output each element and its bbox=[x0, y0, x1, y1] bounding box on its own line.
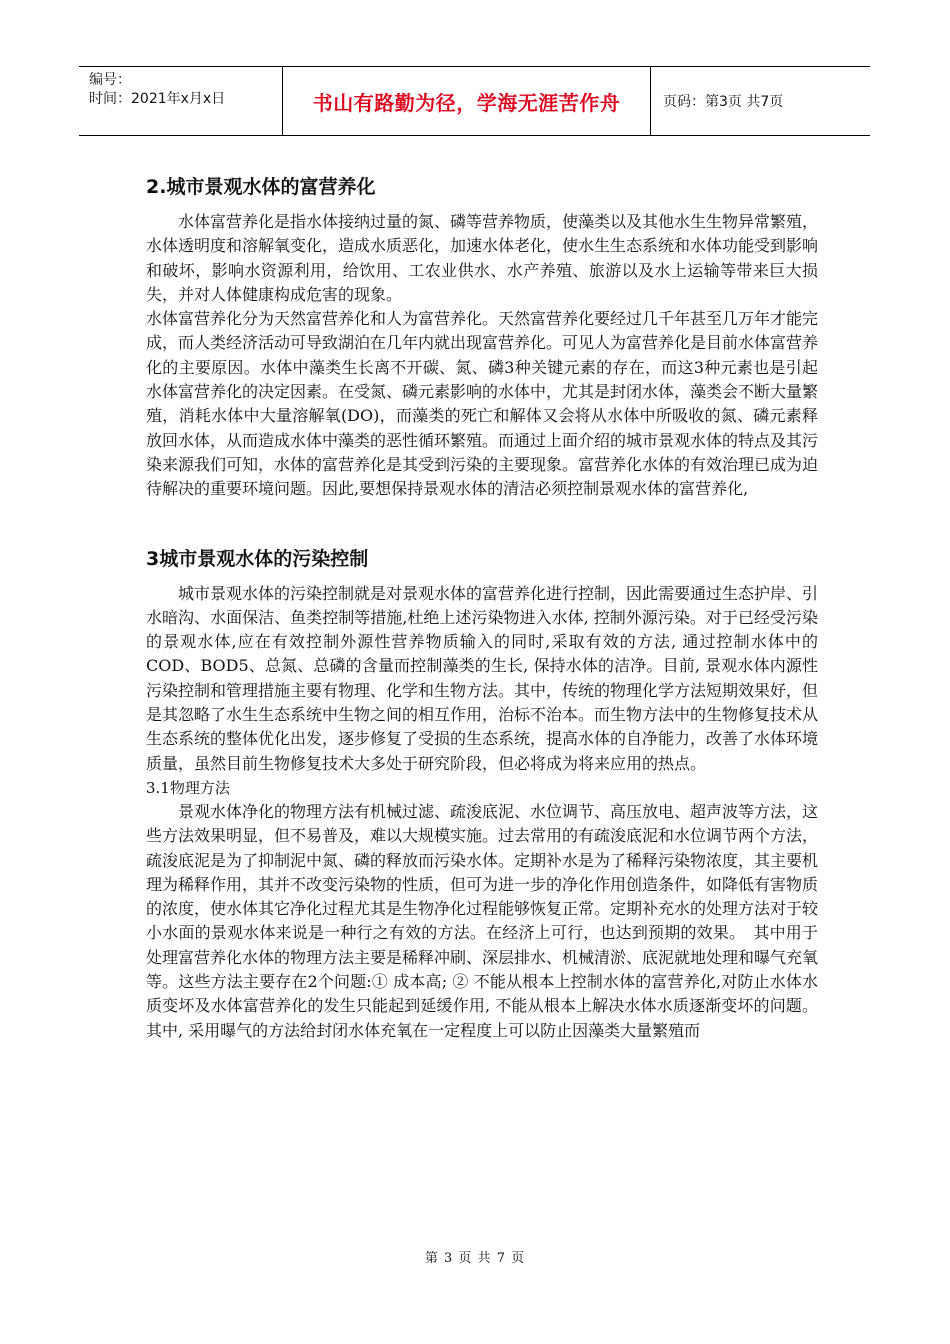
section-2-heading: 2.城市景观水体的富营养化 bbox=[146, 176, 376, 198]
section-2-paragraph-1: 水体富营养化是指水体接纳过量的氮、磷等营养物质，使藻类以及其他水生生物异常繁殖，水体透明度和溶解氧变化，造成水质恶化，加速水体老化，使水生生态系统和水体功能受到影响和破坏，影响水资源利用，给饮用、工农业供水、水产养殖、旅游以及水上运输等带来巨大损失，并对人体健康构成危害的现象。 bbox=[146, 212, 819, 304]
section-3-1-paragraph: 景观水体净化的物理方法有机械过滤、疏浚底泥、水位调节、高压放电、超声波等方法，这些方法效果明显，但不易普及，难以大规模实施。过去常用的有疏浚底泥和水位调节两个方法，疏浚底泥是为了抑制泥中氮、磷的释放而污染水体。定期补水是为了稀释污染物浓度，其主要机理为稀释作用，其并不改变污染物的性质，但可为进一步的净化作用创造条件，如降低有害物质的浓度，使水体其它净化过程尤其是生物净化过程能够恢复正常。定期补充水的处理方法对于较小水面的景观水体来说是一种行之有效的方法。在经济上可行，也达到预期的效果。 其中用于处理富营养化水体的物理方法主要是稀释冲刷、深层排水、机械清淤、底泥就地处理和曝气充氧等。这些方法主要存在2个问题:① 成本高; ② 不能从根本上控制水体的富营养化,对防止水体水质变坏及水体富营养化的发生只能起到延缓作用, 不能从根本上解决水体水质逐渐变坏的问题。其中, 采用曝气的方法给封闭水体充氧在一定程度上可以防止因藻类大量繁殖而 bbox=[146, 801, 819, 1040]
section-3-1-heading: 3.1物理方法 bbox=[146, 778, 230, 797]
document-body bbox=[146, 168, 818, 1043]
page-footer: 第 3 页 共 7 页 bbox=[424, 1251, 526, 1266]
document-date-label: 时间：2021年x月x日 bbox=[89, 91, 226, 107]
header-motto: 书山有路勤为径，学海无涯苦作舟 bbox=[283, 67, 651, 135]
section-3-heading: 3城市景观水体的污染控制 bbox=[146, 547, 369, 570]
header-page-info: 页码：第3页 共7页 bbox=[663, 94, 784, 110]
page-header bbox=[79, 66, 870, 136]
header-meta bbox=[79, 67, 283, 135]
section-3-paragraph: 城市景观水体的污染控制就是对景观水体的富营养化进行控制，因此需要通过生态护岸、引水暗沟、水面保洁、鱼类控制等措施,杜绝上述污染物进入水体, 控制外源污染。对于已经受污染的景观水体,应在有效控制外源性营养物质输入的同时,采取有效的方法, 通过控制水体中的COD、BOD5、总氮、总磷的含量而控制藻类的生长, 保持水体的洁净。目前, 景观水体内源性污染控制和管理措施主要有物理、化学和生物方法。其中，传统的物理化学方法短期效果好，但是其忽略了水生生态系统中生物之间的相互作用，治标不治本。而生物方法中的生物修复技术从生态系统的整体优化出发，逐步修复了受损的生态系统，提高水体的自净能力，改善了水体环境质量，虽然目前生物修复技术大多处于研究阶段，但必将成为将来应用的热点。 bbox=[146, 583, 819, 773]
section-2-paragraph-2: 水体富营养化分为天然富营养化和人为富营养化。天然富营养化要经过几千年甚至几万年才能完成，而人类经济活动可导致湖泊在几年内就出现富营养化。可见人为富营养化是目前水体富营养化的主要原因。水体中藻类生长离不开碳、氮、磷3种关键元素的存在，而这3种元素也是引起水体富营养化的决定因素。在受氮、磷元素影响的水体中，尤其是封闭水体，藻类会不断大量繁殖，消耗水体中大量溶解氧(DO)，而藻类的死亡和解体又会将从水体中所吸收的氮、磷元素释放回水体，从而造成水体中藻类的恶性循环繁殖。而通过上面介绍的城市景观水体的特点及其污染来源我们可知，水体的富营养化是其受到污染的主要现象。富营养化水体的有效治理已成为迫待解决的重要环境问题。因此,要想保持景观水体的清洁必须控制景观水体的富营养化, bbox=[146, 309, 819, 499]
document-number-label: 编号： bbox=[89, 72, 131, 88]
